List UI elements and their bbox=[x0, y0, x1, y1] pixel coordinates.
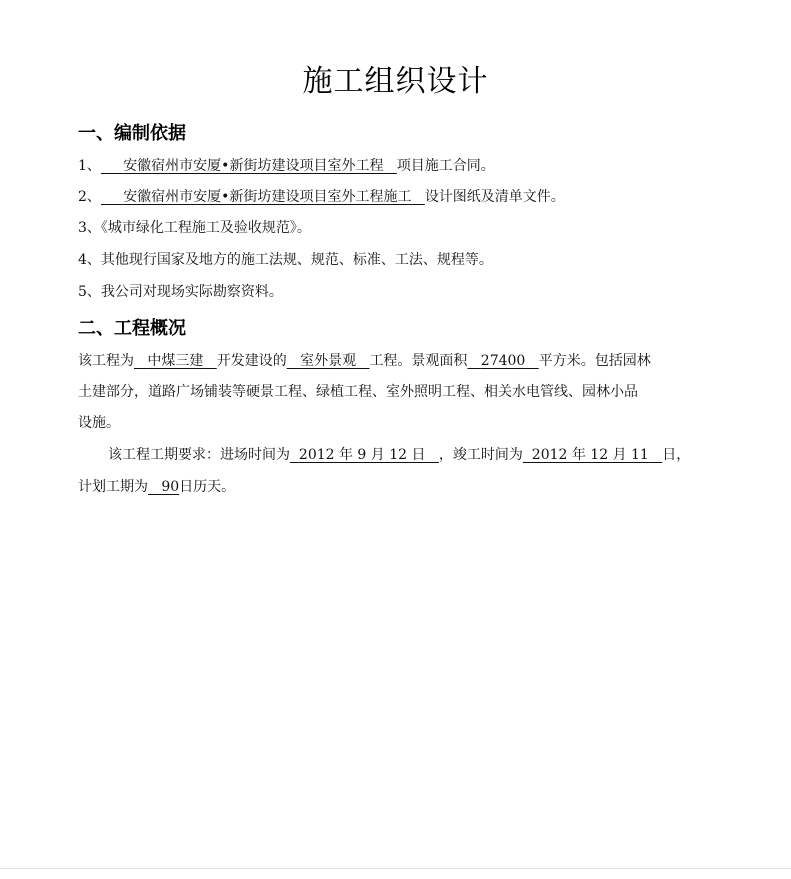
basis-item-4 bbox=[78, 250, 493, 270]
item-text: 设计图纸及清单文件。 bbox=[424, 189, 565, 205]
overview-line-1 bbox=[78, 351, 651, 371]
item-number: 3、 bbox=[78, 220, 101, 236]
end-date: 2012 年 12 月 11 bbox=[531, 447, 649, 463]
basis-item-2 bbox=[78, 187, 565, 207]
basis-item-1 bbox=[78, 156, 495, 176]
builder-name: 中煤三建 bbox=[147, 353, 204, 369]
text: 平方米。包括园林 bbox=[538, 353, 651, 369]
item-text: 其他现行国家及地方的施工法规、规范、标准、工法、规程等。 bbox=[100, 252, 493, 268]
section-heading-basis: 一、编制依据 bbox=[78, 123, 186, 144]
project-type: 室外景观 bbox=[300, 353, 357, 369]
page-title: 施工组织设计 bbox=[302, 64, 489, 99]
section-heading-overview: 二、工程概况 bbox=[78, 318, 186, 339]
item-number: 4、 bbox=[78, 252, 101, 268]
item-number: 2、 bbox=[78, 189, 101, 205]
text: 日， bbox=[662, 447, 691, 463]
text: ，竣工时间为 bbox=[438, 447, 523, 463]
item-number: 5、 bbox=[78, 284, 101, 300]
schedule-line-1 bbox=[108, 445, 690, 465]
text: 开发建设的 bbox=[216, 353, 287, 369]
item-text: 我公司对现场实际勘察资料。 bbox=[100, 284, 283, 300]
item-text: 项目施工合同。 bbox=[396, 158, 495, 174]
overview-line-2: 土建部分，道路广场铺装等硬景工程、绿植工程、室外照明工程、相关水电管线、园林小品 bbox=[78, 384, 638, 400]
text: 工程。景观面积 bbox=[369, 353, 468, 369]
schedule-line-2 bbox=[78, 477, 235, 497]
start-date: 2012 年 9 月 12 日 bbox=[298, 447, 426, 463]
duration-days: 90 bbox=[161, 479, 180, 495]
text: 该工程为 bbox=[78, 353, 134, 369]
item-text: 《城市绿化工程施工及验收规范》。 bbox=[100, 220, 311, 236]
basis-item-5 bbox=[78, 282, 283, 302]
text: 该工程工期要求：进场时间为 bbox=[108, 447, 290, 463]
item-number: 1、 bbox=[78, 158, 101, 174]
basis-item-3 bbox=[78, 218, 311, 238]
landscape-area: 27400 bbox=[480, 353, 526, 369]
overview-line-3: 设施。 bbox=[78, 415, 120, 431]
page-bottom-divider bbox=[0, 868, 791, 869]
underlined-project-name: 安徽宿州市安厦•新街坊建设项目室外工程 bbox=[123, 158, 384, 174]
text: 计划工期为 bbox=[78, 479, 148, 495]
text: 日历天。 bbox=[179, 479, 236, 495]
underlined-project-name: 安徽宿州市安厦•新街坊建设项目室外工程施工 bbox=[123, 189, 412, 205]
